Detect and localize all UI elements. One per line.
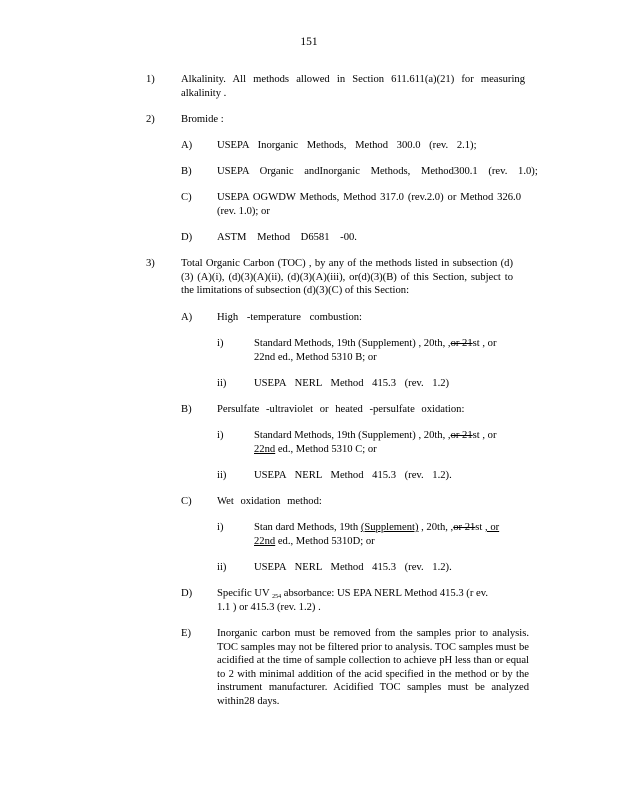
toc-b-i-line1 [254, 429, 496, 443]
subitem-label: E) [181, 628, 191, 639]
subitem-label: B) [181, 404, 192, 415]
toc-method-b: Persulfate -ultraviolet or heated -persulfate oxidation: [217, 404, 465, 415]
text-segment: Stan dard Methods, 19th [254, 522, 361, 533]
subitem-label: B) [181, 166, 192, 177]
text-segment: st , or [472, 338, 497, 349]
underlined-text: 22nd [254, 444, 276, 455]
toc-b-ii: USEPA NERL Method 415.3 (rev. 1.2). [254, 470, 452, 481]
toc-a-ii: USEPA NERL Method 415.3 (rev. 1.2) [254, 378, 450, 389]
subsubitem-label: i) [217, 338, 224, 349]
toc-method-c: Wet oxidation method: [217, 496, 322, 507]
subsubitem-label: ii) [217, 378, 227, 389]
subitem-label: C) [181, 496, 192, 507]
subitem-label: C) [181, 192, 192, 203]
underlined-text: (Supplement) [360, 522, 419, 533]
bromide-method-d: ASTM Method D6581 -00. [217, 232, 357, 243]
item-label: 3) [146, 258, 155, 269]
subsubitem-label: ii) [217, 562, 227, 573]
item-label: 2) [146, 114, 155, 125]
toc-c-i-line2 [254, 535, 375, 549]
text-segment: Specific UV [217, 588, 273, 599]
item-label: 1) [146, 74, 155, 85]
subsubitem-label: i) [217, 522, 224, 533]
toc-c-ii: USEPA NERL Method 415.3 (rev. 1.2). [254, 562, 452, 573]
text-segment: ed., Method 5310D; or [275, 536, 375, 547]
subsubitem-label: i) [217, 430, 224, 441]
item-text-toc: Total Organic Carbon (TOC) , by any of the methods listed in subsection (d)(3) (A)(i), (d)(3)(A)(ii), (d)(3)(A)(iii), or(d)(3)(B) of this Section, subject to the limitations of subsection (d)(3)(C) of this Section: [181, 258, 513, 297]
bromide-method-a: USEPA Inorganic Methods, Method 300.0 (rev. 2.1); [217, 140, 477, 151]
toc-method-d-line2: 1.1 ) or 415.3 (rev. 1.2) . [217, 602, 321, 613]
subitem-label: D) [181, 588, 193, 599]
text-segment: Standard Methods, 19th (Supplement) , 20th, , [254, 430, 451, 441]
page-number: 151 [300, 36, 318, 48]
text-segment: absorbance: US EPA NERL Method 415.3 (r ev. [281, 588, 488, 599]
toc-method-a: High -temperature combustion: [217, 312, 362, 323]
toc-a-i-line2: 22nd ed., Method 5310 B; or [254, 352, 377, 363]
item-text-alkalinity: Alkalinity. All methods allowed in Section 611.611(a)(21) for measuring alkalinity . [181, 74, 525, 99]
subitem-label: D) [181, 232, 193, 243]
strikethrough-text: or 21 [450, 338, 473, 349]
subitem-label: A) [181, 312, 193, 323]
bromide-method-c: USEPA OGWDW Methods, Method 317.0 (rev.2.0) or Method 326.0 (rev. 1.0); or [217, 192, 521, 217]
text-segment: , 20th, , [418, 522, 454, 533]
subscript-text: 254 [272, 594, 282, 600]
bromide-method-b: USEPA Organic andInorganic Methods, Method300.1 (rev. 1.0); [217, 166, 538, 177]
text-segment: st [475, 522, 486, 533]
toc-a-i-line1 [254, 337, 496, 351]
toc-b-i-line2 [254, 443, 377, 457]
underlined-text: , or [485, 522, 500, 533]
underlined-text: 22nd [254, 536, 276, 547]
text-segment: ed., Method 5310 C; or [275, 444, 377, 455]
toc-method-d-line1 [217, 587, 488, 601]
item-text-bromide: Bromide : [181, 114, 224, 125]
text-segment: st , or [472, 430, 497, 441]
toc-method-e: Inorganic carbon must be removed from the samples prior to analysis. TOC samples may not be filtered prior to analysis. TOC samples must be acidified at the time of sample collection to achieve pH less than or equal to 2 with minimal addition of the acid specified in the method or by the instrument manufacturer. Acidified TOC samples must be analyzed within28 days. [217, 628, 529, 707]
strikethrough-text: or 21 [450, 430, 473, 441]
text-segment: Standard Methods, 19th (Supplement) , 20th, , [254, 338, 451, 349]
subitem-label: A) [181, 140, 193, 151]
toc-c-i-line1 [254, 521, 499, 535]
strikethrough-text: or 21 [453, 522, 476, 533]
subsubitem-label: ii) [217, 470, 227, 481]
